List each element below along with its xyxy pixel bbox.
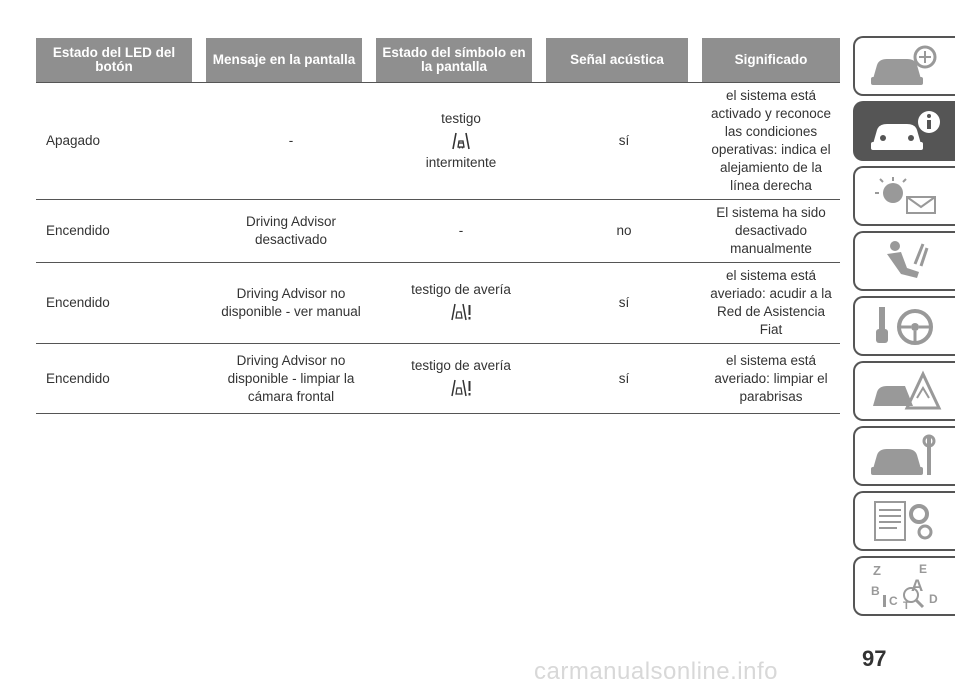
lane-driving-advisor-icon (450, 132, 472, 150)
cell-mensaje: Driving Advisor desactivado (206, 200, 376, 263)
cell-significado: el sistema está averiado: acudir a la Red de Asistencia Fiat (702, 263, 840, 344)
car-dashboard-icon (867, 43, 943, 89)
index-letter: C (889, 594, 898, 608)
cell-senal: no (546, 200, 702, 263)
alphabetical-index-icon (867, 561, 943, 611)
cell-simbolo (376, 83, 546, 200)
table-row (36, 263, 840, 344)
index-letter: E (919, 562, 928, 576)
tab-warning-lights[interactable] (853, 166, 955, 226)
cell-senal: sí (546, 263, 702, 344)
table-row (36, 83, 840, 200)
tab-maintenance[interactable] (853, 426, 955, 486)
index-letter: A (911, 576, 924, 595)
warning-light-message-icon (867, 173, 943, 219)
cell-led: Apagado (36, 83, 206, 200)
index-letter: Z (873, 563, 881, 578)
index-letter: T (903, 600, 910, 611)
spec-table-area (36, 38, 840, 414)
car-info-icon (867, 108, 943, 154)
cell-simbolo: - (376, 200, 546, 263)
cell-mensaje: Driving Advisor no disponible - ver manual (206, 263, 376, 344)
symbol-top-text: testigo (441, 111, 481, 126)
cell-significado: el sistema está averiado: limpiar el parabrisas (702, 344, 840, 414)
car-emergency-icon (867, 368, 943, 414)
lane-failure-icon (450, 303, 472, 321)
driving-advisor-table (36, 38, 840, 414)
car-maintenance-icon (867, 433, 943, 479)
cell-senal: sí (546, 344, 702, 414)
cell-senal: sí (546, 83, 702, 200)
table-row (36, 344, 840, 414)
page-number: 97 (862, 646, 887, 671)
index-letter: B (871, 584, 880, 598)
symbol-top-text: testigo de avería (411, 282, 511, 297)
symbol-top-text: testigo de avería (411, 357, 511, 373)
cell-led: Encendido (36, 344, 206, 414)
specifications-gear-icon (867, 498, 943, 544)
tab-info[interactable] (853, 101, 955, 161)
lane-failure-icon (450, 379, 472, 397)
cell-mensaje: Driving Advisor no disponible - limpiar la cámara frontal (206, 344, 376, 414)
cell-led: Encendido (36, 200, 206, 263)
table-header-row (36, 38, 840, 82)
symbol-bottom-text: intermitente (425, 155, 497, 170)
cell-significado: El sistema ha sido desactivado manualmente (702, 200, 840, 263)
header-senal: Señal acústica (546, 38, 702, 82)
watermark: carmanualsonline.info (534, 658, 778, 685)
seat-airbag-icon (867, 238, 943, 284)
tab-starting[interactable] (853, 296, 955, 356)
index-letter: D (929, 592, 938, 606)
tab-safety[interactable] (853, 231, 955, 291)
chapter-tabs (853, 36, 960, 621)
key-steering-wheel-icon (867, 303, 943, 349)
cell-simbolo (376, 263, 546, 344)
header-led: Estado del LED del botón (36, 38, 206, 82)
tab-specifications[interactable] (853, 491, 955, 551)
cell-led: Encendido (36, 263, 206, 344)
header-simbolo: Estado del símbolo en la pantalla (376, 38, 546, 82)
tab-emergency[interactable] (853, 361, 955, 421)
tab-index[interactable] (853, 556, 955, 616)
cell-significado: el sistema está activado y reconoce las condiciones operativas: indica el alejamiento de la línea derecha (702, 83, 840, 200)
table-row (36, 200, 840, 263)
cell-mensaje: - (206, 83, 376, 200)
cell-simbolo (376, 344, 546, 414)
tab-dashboard[interactable] (853, 36, 955, 96)
header-mensaje: Mensaje en la pantalla (206, 38, 376, 82)
header-significado: Significado (702, 38, 840, 82)
